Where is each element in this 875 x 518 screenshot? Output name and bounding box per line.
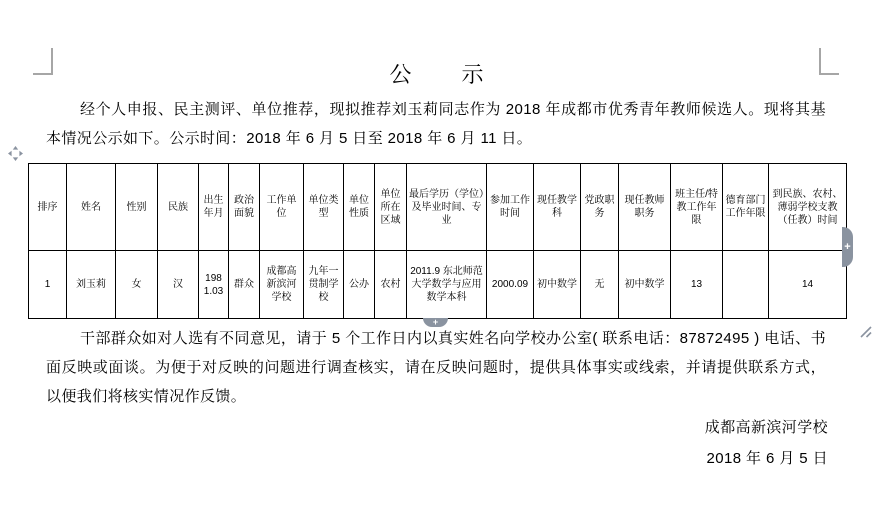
header-cell[interactable]: 出生年月 <box>199 164 229 251</box>
candidate-table <box>28 163 847 319</box>
data-cell[interactable]: 2000.09 <box>487 251 534 319</box>
data-cell[interactable]: 13 <box>671 251 723 319</box>
notice-paragraph[interactable]: 干部群众如对人选有不同意见，请于 5 个工作日内以真实姓名向学校办公室( 联系电话：87872495 ) 电话、书面反映或面谈。为便于对反映的问题进行调查核实，请在反映问题时，提供具体事实或线索，并请提供联系方式，以便我们将核实情况作反馈。 <box>46 330 826 405</box>
data-cell[interactable]: 初中数学 <box>619 251 671 319</box>
table-data-row <box>29 251 847 319</box>
header-cell[interactable]: 到民族、农村、薄弱学校支教（任教）时间 <box>769 164 847 251</box>
header-cell[interactable]: 德育部门工作年限 <box>723 164 769 251</box>
table-resize-grip-icon[interactable] <box>860 325 872 337</box>
data-cell[interactable]: 成都高新滨河学校 <box>260 251 304 319</box>
header-cell[interactable]: 单位所在区域 <box>375 164 407 251</box>
header-cell[interactable]: 政治面貌 <box>229 164 260 251</box>
header-cell[interactable]: 单位类型 <box>304 164 344 251</box>
header-cell[interactable]: 单位性质 <box>344 164 375 251</box>
plus-icon: + <box>432 317 439 327</box>
data-cell[interactable]: 无 <box>581 251 619 319</box>
header-cell[interactable]: 参加工作时间 <box>487 164 534 251</box>
data-cell[interactable]: 14 <box>769 251 847 319</box>
header-cell[interactable]: 班主任/特教工作年限 <box>671 164 723 251</box>
header-cell[interactable]: 排序 <box>29 164 67 251</box>
signature-date[interactable]: 2018 年 6 月 5 日 <box>706 450 828 467</box>
plus-icon: + <box>844 240 851 253</box>
add-column-button[interactable] <box>842 227 853 267</box>
header-cell[interactable]: 现任教师职务 <box>619 164 671 251</box>
data-cell[interactable]: 女 <box>116 251 158 319</box>
header-cell[interactable]: 民族 <box>158 164 199 251</box>
data-cell[interactable]: 刘玉莉 <box>67 251 116 319</box>
data-cell[interactable]: 群众 <box>229 251 260 319</box>
header-cell[interactable]: 姓名 <box>67 164 116 251</box>
signature-block <box>46 412 828 474</box>
data-cell[interactable]: 汉 <box>158 251 199 319</box>
signature-school[interactable]: 成都高新滨河学校 <box>704 419 828 436</box>
data-cell[interactable]: 1 <box>29 251 67 319</box>
data-cell[interactable]: 公办 <box>344 251 375 319</box>
header-cell[interactable]: 性别 <box>116 164 158 251</box>
header-cell[interactable]: 现任教学科 <box>534 164 581 251</box>
data-cell[interactable]: 2011.9 东北师范大学数学与应用数学本科 <box>407 251 487 319</box>
data-cell[interactable]: 1981.03 <box>199 251 229 319</box>
header-cell[interactable]: 最后学历（学位）及毕业时间、专业 <box>407 164 487 251</box>
data-cell[interactable]: 初中数学 <box>534 251 581 319</box>
intro-paragraph[interactable]: 经个人申报、民主测评、单位推荐，现拟推荐刘玉莉同志作为 2018 年成都市优秀青年教师候选人。现将其基本情况公示如下。公示时间：2018 年 6 月 5 日至 2018 年 6 月 11 日。 <box>46 101 826 147</box>
data-cell[interactable]: 农村 <box>375 251 407 319</box>
document-title[interactable]: 公 示 <box>389 62 486 87</box>
data-cell[interactable] <box>723 251 769 319</box>
header-cell[interactable]: 工作单位 <box>260 164 304 251</box>
data-cell[interactable]: 九年一贯制学校 <box>304 251 344 319</box>
table-move-handle-icon[interactable] <box>8 146 23 161</box>
table-header-row <box>29 164 847 251</box>
header-cell[interactable]: 党政职务 <box>581 164 619 251</box>
